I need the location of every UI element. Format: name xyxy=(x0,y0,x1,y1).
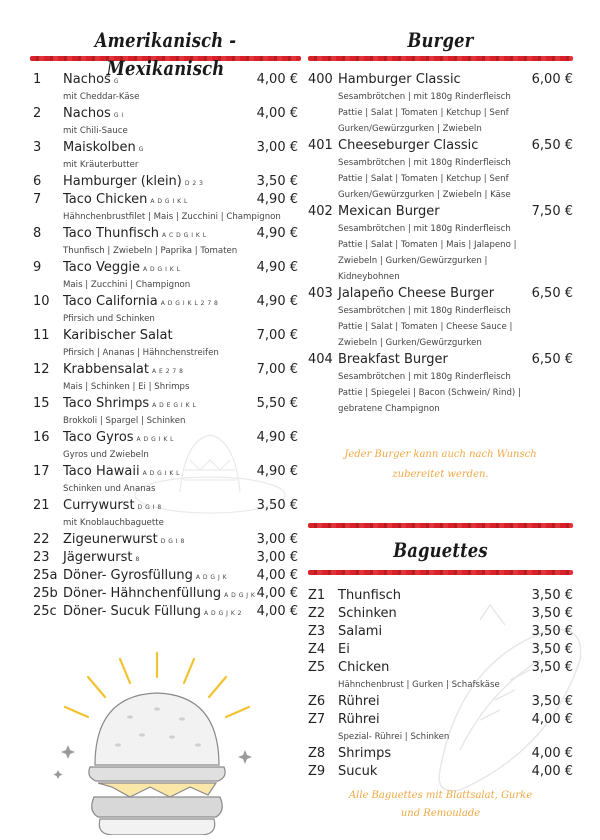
item-number: 16 xyxy=(33,430,50,445)
item-number: 11 xyxy=(33,328,50,343)
item-name: Döner- Hähnchenfüllung xyxy=(63,586,222,601)
allergen-codes: A D G I K L xyxy=(150,198,188,205)
menu-item-row xyxy=(33,549,298,567)
item-number: 9 xyxy=(33,260,42,275)
item-number: 22 xyxy=(33,532,50,547)
menu-item xyxy=(33,531,298,549)
item-number: Z1 xyxy=(308,588,326,603)
item-name: Nachos xyxy=(63,72,111,87)
section-title: Baguettes xyxy=(393,538,488,562)
item-description: Thunfisch | Zwiebeln | Paprika | Tomaten xyxy=(63,246,238,256)
item-description: Sesambrötchen | mit 180g Rinderfleisch Pattie | Salat | Tomaten | Cheese Sauce | Zwiebeln | Gurken/Gewürzgurken xyxy=(338,306,513,348)
item-price: 7,00 € xyxy=(256,328,298,343)
menu-item-row xyxy=(308,605,573,623)
menu-item-row xyxy=(33,429,298,447)
menu-item-row xyxy=(33,259,298,277)
item-price: 7,00 € xyxy=(256,362,298,377)
item-number: 402 xyxy=(308,204,333,219)
item-name: Cheeseburger Classic xyxy=(338,138,479,153)
menu-item xyxy=(33,361,298,395)
section-title: Burger xyxy=(407,28,474,52)
item-price: 3,50 € xyxy=(531,660,573,675)
item-name: Ei xyxy=(338,642,350,657)
item-description: Hähnchenbrustfilet | Mais | Zucchini | Champignon xyxy=(63,212,281,222)
item-price: 4,00 € xyxy=(531,764,573,779)
menu-item xyxy=(33,191,298,225)
allergen-codes: A D G I K L xyxy=(136,436,175,443)
item-price: 7,50 € xyxy=(531,204,573,219)
item-price: 3,50 € xyxy=(531,642,573,657)
menu-item-row xyxy=(308,137,573,155)
menu-item-row xyxy=(33,173,298,191)
menu-item-row xyxy=(33,71,298,89)
menu-item xyxy=(33,71,298,105)
menu-item xyxy=(308,351,573,417)
item-price: 3,50 € xyxy=(256,498,298,513)
item-price: 6,50 € xyxy=(531,138,573,153)
item-price: 4,90 € xyxy=(256,430,298,445)
menu-item xyxy=(33,139,298,173)
menu-item xyxy=(33,497,298,531)
menu-item-row xyxy=(308,659,573,677)
note-line: zubereitet werden. xyxy=(392,469,489,480)
allergen-codes: A E 2 7 8 xyxy=(152,368,184,375)
item-number: 17 xyxy=(33,464,50,479)
item-price: 3,50 € xyxy=(256,174,298,189)
menu-item-row xyxy=(33,225,298,243)
item-number: 400 xyxy=(308,72,333,87)
menu-item-row xyxy=(308,623,573,641)
item-name: Taco Veggie xyxy=(63,260,140,275)
item-price: 4,00 € xyxy=(531,712,573,727)
item-number: 25b xyxy=(33,586,58,601)
menu-item-row xyxy=(308,351,573,369)
menu-item xyxy=(33,327,298,361)
allergen-codes: A D E G I K L xyxy=(152,402,197,409)
item-name: Taco Thunfisch xyxy=(63,226,159,241)
item-number: Z6 xyxy=(308,694,326,709)
item-number: Z4 xyxy=(308,642,326,657)
menu-item-row xyxy=(308,203,573,221)
item-name: Nachos xyxy=(63,106,111,121)
item-price: 4,90 € xyxy=(256,192,298,207)
menu-item xyxy=(33,259,298,293)
menu-item-row xyxy=(33,327,298,345)
item-description: Gyros und Zwiebeln xyxy=(63,450,149,460)
item-price: 4,00 € xyxy=(256,106,298,121)
item-price: 3,00 € xyxy=(256,532,298,547)
allergen-codes: D 2 3 xyxy=(184,180,204,187)
item-number: Z9 xyxy=(308,764,326,779)
menu-item-row xyxy=(308,285,573,303)
note-line: Alle Baguettes mit Blattsalat, Gurke xyxy=(348,790,533,801)
allergen-codes: A D G I K L 2 7 8 xyxy=(160,300,219,307)
menu-item xyxy=(308,605,573,623)
item-name: Taco Hawaii xyxy=(63,464,140,479)
item-description: Brokkoli | Spargel | Schinken xyxy=(63,416,186,426)
item-name: Döner- Gyrosfüllung xyxy=(63,568,193,583)
item-name: Döner- Sucuk Füllung xyxy=(63,604,202,619)
item-description: Sesambrötchen | mit 180g Rinderfleisch Pattie | Salat | Tomaten | Mais | Jalapeno | Zwiebeln | Gurken/Gewürzgurken | Kidneybohnen xyxy=(338,224,517,282)
item-name: Currywurst xyxy=(63,498,135,513)
item-description: Pfirsich und Schinken xyxy=(63,314,155,324)
item-number: 25c xyxy=(33,604,57,619)
allergen-codes: A C D G I K L xyxy=(162,232,207,239)
item-price: 3,50 € xyxy=(531,624,573,639)
menu-list xyxy=(308,587,573,781)
item-number: Z5 xyxy=(308,660,326,675)
item-description: mit Cheddar-Käse xyxy=(63,92,140,102)
menu-item-row xyxy=(33,531,298,549)
item-name: Jalapeño Cheese Burger xyxy=(338,286,495,301)
item-number: Z7 xyxy=(308,712,326,727)
menu-item-row xyxy=(33,567,298,585)
item-price: 5,50 € xyxy=(256,396,298,411)
menu-list xyxy=(33,71,298,621)
red-divider xyxy=(308,523,573,528)
section-title: Amerikanisch - Mexikanisch xyxy=(94,28,237,80)
menu-item-row xyxy=(33,105,298,123)
item-number: 25a xyxy=(33,568,58,583)
item-price: 6,50 € xyxy=(531,352,573,367)
item-description: Sesambrötchen | mit 180g Rinderfleisch Pattie | Salat | Tomaten | Ketchup | Senf Gurken/Gewürzgurken | Zwiebeln xyxy=(338,92,511,134)
item-price: 4,00 € xyxy=(531,746,573,761)
allergen-codes: G xyxy=(138,146,144,153)
item-price: 3,50 € xyxy=(531,588,573,603)
item-number: 404 xyxy=(308,352,333,367)
menu-item xyxy=(308,137,573,203)
item-price: 4,00 € xyxy=(256,604,298,619)
item-price: 3,50 € xyxy=(531,606,573,621)
note-line: Jeder Burger kann auch nach Wunsch xyxy=(344,449,537,460)
item-price: 4,90 € xyxy=(256,294,298,309)
item-description: Mais | Schinken | Ei | Shrimps xyxy=(63,382,190,392)
menu-item xyxy=(33,549,298,567)
baguette-note xyxy=(308,787,573,823)
menu-item xyxy=(33,105,298,139)
menu-item xyxy=(33,567,298,585)
note-line: und Remoulade xyxy=(400,808,481,819)
menu-item xyxy=(33,603,298,621)
item-number: 1 xyxy=(33,72,42,87)
item-name: Shrimps xyxy=(338,746,392,761)
menu-item xyxy=(33,395,298,429)
item-name: Taco Chicken xyxy=(63,192,148,207)
menu-item-row xyxy=(33,361,298,379)
item-number: 2 xyxy=(33,106,42,121)
menu-list xyxy=(308,71,573,417)
item-name: Taco Gyros xyxy=(63,430,134,445)
menu-item-row xyxy=(308,587,573,605)
burger-note xyxy=(308,445,573,485)
item-name: Rührei xyxy=(338,712,380,727)
menu-item xyxy=(308,285,573,351)
item-number: 15 xyxy=(33,396,50,411)
menu-item-row xyxy=(33,293,298,311)
item-name: Taco Shrimps xyxy=(63,396,150,411)
item-number: Z3 xyxy=(308,624,326,639)
item-price: 4,90 € xyxy=(256,464,298,479)
item-name: Mexican Burger xyxy=(338,204,440,219)
item-name: Maiskolben xyxy=(63,140,136,155)
item-price: 3,00 € xyxy=(256,140,298,155)
item-name: Jägerwurst xyxy=(63,550,133,565)
item-description: Mais | Zucchini | Champignon xyxy=(63,280,191,290)
item-price: 4,00 € xyxy=(256,568,298,583)
item-number: 10 xyxy=(33,294,50,309)
menu-item-row xyxy=(33,497,298,515)
item-price: 4,90 € xyxy=(256,260,298,275)
allergen-codes: A D G J K xyxy=(224,592,256,599)
menu-item xyxy=(33,585,298,603)
item-name: Hamburger Classic xyxy=(338,72,461,87)
item-number: 3 xyxy=(33,140,42,155)
allergen-codes: G I xyxy=(113,112,124,119)
item-name: Taco California xyxy=(63,294,158,309)
menu-item xyxy=(33,293,298,327)
item-number: 23 xyxy=(33,550,50,565)
allergen-codes: A D G J K 2 xyxy=(204,610,242,617)
menu-item-row xyxy=(308,745,573,763)
item-description: Pfirsich | Ananas | Hähnchenstreifen xyxy=(63,348,219,358)
allergen-codes: A D G I K L xyxy=(142,266,181,273)
item-name: Karibischer Salat xyxy=(63,328,173,343)
amerikanisch-mexikanisch-section xyxy=(33,26,298,621)
menu-item-row xyxy=(33,463,298,481)
item-name: Krabbensalat xyxy=(63,362,149,377)
menu-item-row xyxy=(308,693,573,711)
item-number: 6 xyxy=(33,174,42,189)
item-name: Hamburger (klein) xyxy=(63,174,182,189)
red-divider xyxy=(308,570,573,575)
item-description: Sesambrötchen | mit 180g Rinderfleisch Pattie | Spiegelei | Bacon (Schwein/ Rind) | gebratene Champignon xyxy=(338,372,521,414)
item-price: 6,00 € xyxy=(531,72,573,87)
allergen-codes: D G I 8 xyxy=(160,538,185,545)
menu-item-row xyxy=(33,585,298,603)
allergen-codes: D G I 8 xyxy=(137,504,162,511)
allergen-codes: G xyxy=(113,78,119,85)
item-name: Breakfast Burger xyxy=(338,352,448,367)
item-name: Sucuk xyxy=(338,764,378,779)
menu-item xyxy=(308,203,573,285)
item-name: Chicken xyxy=(338,660,390,675)
item-number: 7 xyxy=(33,192,42,207)
item-price: 3,00 € xyxy=(256,550,298,565)
allergen-codes: 8 xyxy=(135,556,140,563)
item-name: Zigeunerwurst xyxy=(63,532,158,547)
menu-item-row xyxy=(33,395,298,413)
item-description: mit Knoblauchbaguette xyxy=(63,518,164,528)
sparkle-icon xyxy=(54,745,253,779)
menu-item xyxy=(33,173,298,191)
item-number: 401 xyxy=(308,138,333,153)
menu-item xyxy=(308,623,573,641)
baguettes-section xyxy=(308,523,573,823)
item-description: Spezial- Rührei | Schinken xyxy=(338,732,450,742)
item-number: 21 xyxy=(33,498,50,513)
menu-item-row xyxy=(33,139,298,157)
menu-item xyxy=(33,429,298,463)
menu-item-row xyxy=(33,603,298,621)
menu-item xyxy=(308,711,573,745)
menu-item xyxy=(308,763,573,781)
item-number: 403 xyxy=(308,286,333,301)
item-description: mit Kräuterbutter xyxy=(63,160,139,170)
item-price: 4,90 € xyxy=(256,226,298,241)
item-price: 4,00 € xyxy=(256,72,298,87)
item-number: Z8 xyxy=(308,746,326,761)
menu-item xyxy=(308,693,573,711)
item-name: Salami xyxy=(338,624,383,639)
item-name: Rührei xyxy=(338,694,380,709)
allergen-codes: A D G I K L xyxy=(142,470,181,477)
menu-item-row xyxy=(33,191,298,209)
menu-item-row xyxy=(308,763,573,781)
menu-item-row xyxy=(308,71,573,89)
menu-item-row xyxy=(308,711,573,729)
menu-item xyxy=(308,659,573,693)
item-description: mit Chili-Sauce xyxy=(63,126,128,136)
menu-item xyxy=(308,745,573,763)
menu-item xyxy=(33,463,298,497)
item-price: 6,50 € xyxy=(531,286,573,301)
menu-item xyxy=(308,587,573,605)
item-price: 3,50 € xyxy=(531,694,573,709)
item-name: Thunfisch xyxy=(338,588,402,603)
item-description: Hähnchenbrust | Gurken | Schafskäse xyxy=(338,680,500,690)
item-number: 12 xyxy=(33,362,50,377)
menu-item xyxy=(308,641,573,659)
item-description: Sesambrötchen | mit 180g Rinderfleisch Pattie | Salat | Tomaten | Ketchup | Senf Gurken/Gewürzgurken | Zwiebeln | Käse xyxy=(338,158,511,200)
burger-section xyxy=(308,26,573,485)
menu-item-row xyxy=(308,641,573,659)
red-divider xyxy=(308,56,573,61)
menu-item xyxy=(308,71,573,137)
allergen-codes: A D G J K xyxy=(195,574,228,581)
item-name: Schinken xyxy=(338,606,397,621)
item-number: Z2 xyxy=(308,606,326,621)
burger-illustration-icon xyxy=(50,645,265,835)
item-description: Schinken und Ananas xyxy=(63,484,156,494)
menu-item xyxy=(33,225,298,259)
item-price: 4,00 € xyxy=(256,586,298,601)
item-number: 8 xyxy=(33,226,42,241)
